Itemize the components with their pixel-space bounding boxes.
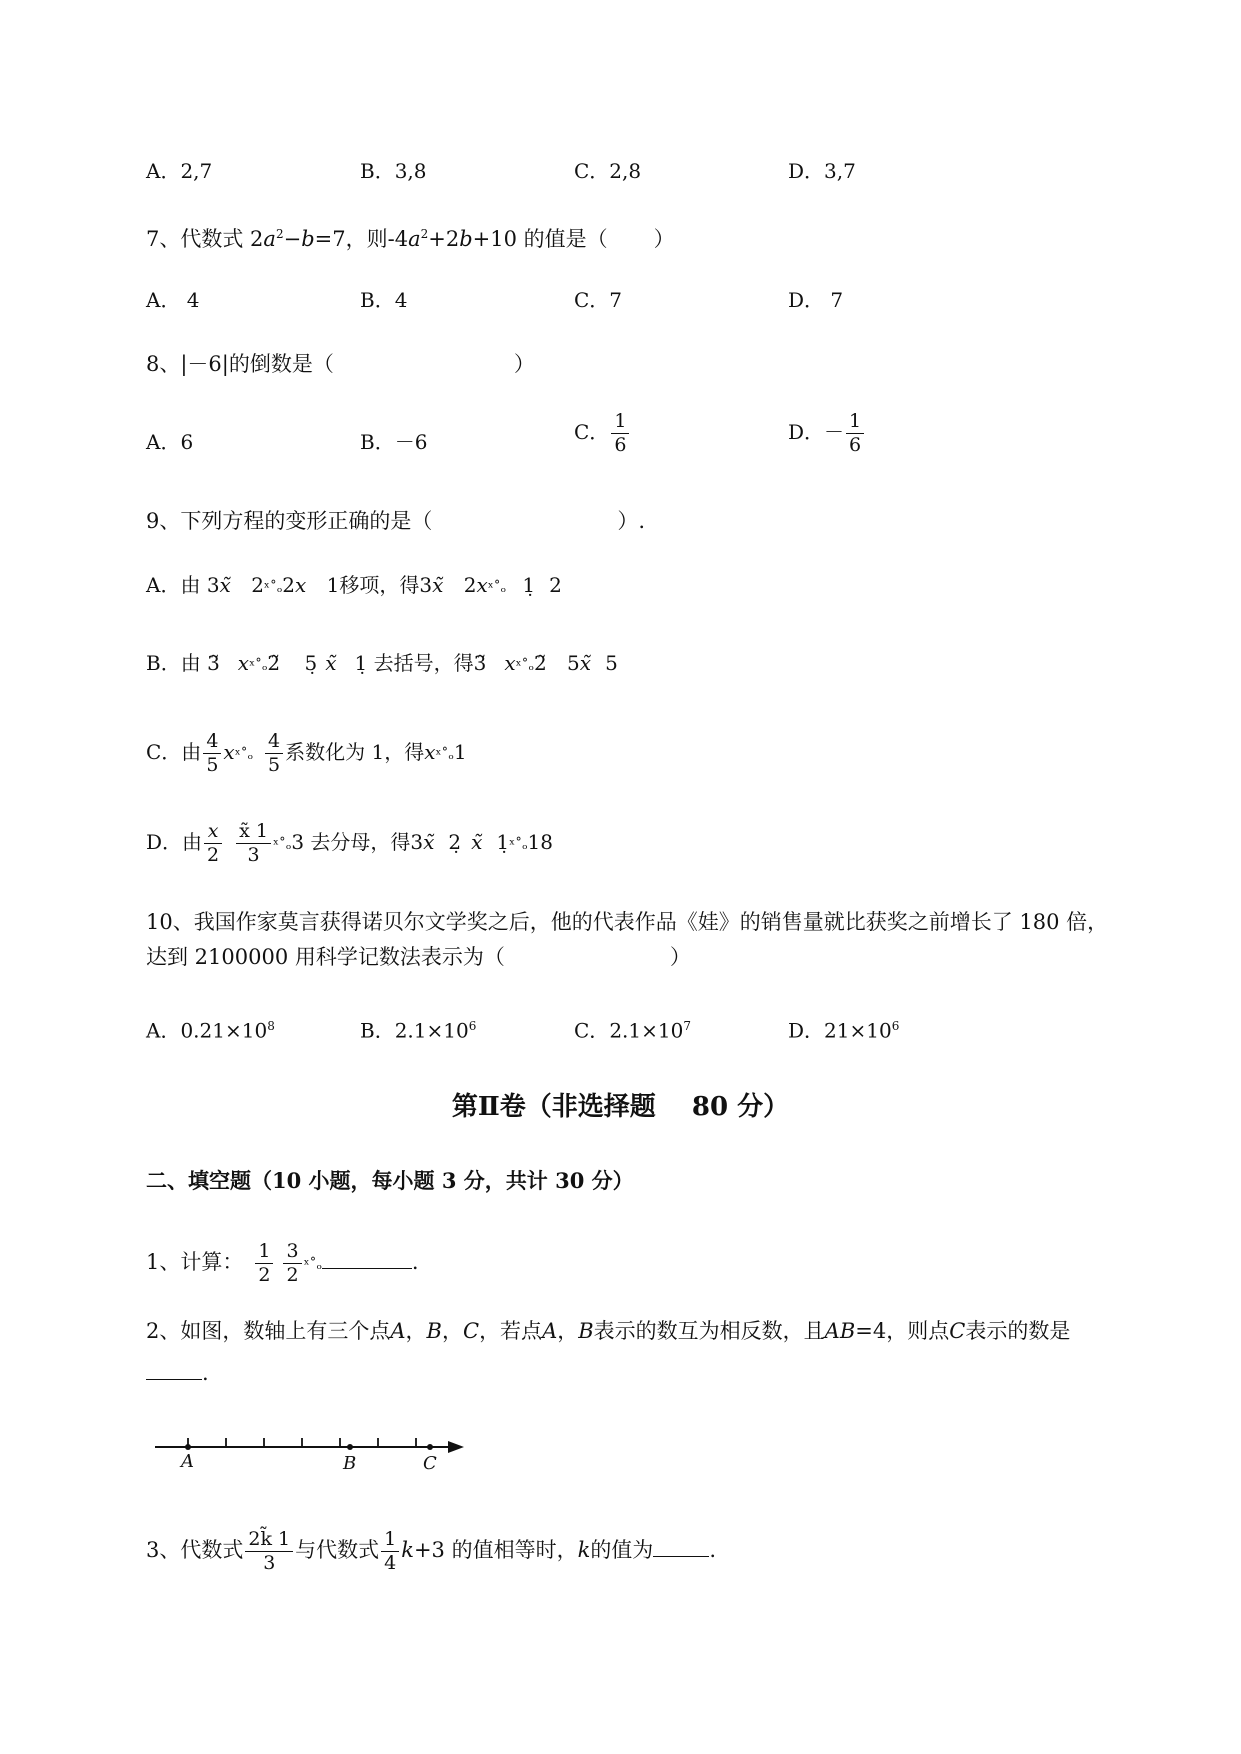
q7-option-a: A． 4 [146, 288, 200, 312]
q9-option-d: D．由 $\frac{x}{2}$ $\frac{x̃ 1}{3}$ ˣ˚ₒ3 去分母，得3x̃ 2̣ x̃ 1̣ˣ˚ₒ18 [146, 820, 553, 866]
q10-option-c: C．$2.1\times 10^7$ [574, 1018, 691, 1043]
q6-option-c: C．2,8 [574, 159, 642, 183]
fraction: $\frac{x}{2}$ [204, 820, 222, 867]
fraction: $\frac{x̃ 1}{3}$ [236, 820, 271, 867]
fraction: $\frac{1}{2}$ [255, 1240, 273, 1287]
q9-option-a: A．由 3x̃ 2ˣ˚ₒ2x 1移项，得3x̃ 2xˣ˚ₒ 1̣ 2 [146, 573, 562, 597]
q10-option-d: D．$21\times 10^6$ [788, 1018, 900, 1043]
q8-option-d: D．－ $\frac{1}{6}$ [788, 410, 866, 457]
answer-blank [322, 1248, 412, 1269]
arrow-icon [448, 1441, 464, 1453]
question-8-stem: 8、|－6|的倒数是（ ） [146, 352, 535, 376]
point-c-label: C [423, 1453, 437, 1474]
question-10-line-2: 达到 2100000 用科学记数法表示为（ ） [146, 945, 691, 969]
question-7-stem: 7、代数式 $2a^2-b=7$，则$-4a^2+2b+10$ 的值是（ ） [146, 227, 675, 251]
answer-blank [653, 1536, 709, 1557]
q10-option-a: A．$0.21\times 10^8$ [146, 1018, 275, 1043]
point-a-label: A [181, 1451, 194, 1472]
fraction: $\frac{2k̃ 1}{3}$ [245, 1528, 293, 1575]
question-9-stem: 9、下列方程的变形正确的是（ ）. [146, 509, 646, 533]
question-10-line-1: 10、我国作家莫言获得诺贝尔文学奖之后，他的代表作品《娃》的销售量就比获奖之前增长了 180 倍， [146, 910, 1109, 934]
point-b-label: B [343, 1453, 357, 1474]
part-2-title: 第Ⅱ卷（非选择题 80 分） [451, 1092, 790, 1122]
q6-option-b: B．3,8 [360, 159, 427, 183]
point-b-dot [347, 1444, 353, 1450]
q8-option-b: B．－6 [360, 430, 428, 454]
q10-option-b: B．$2.1\times 10^6$ [360, 1018, 477, 1043]
fill-question-2-line-2: . [146, 1358, 209, 1388]
q7-option-d: D． 7 [788, 288, 844, 312]
fraction: $\frac{1}{4}$ [381, 1528, 399, 1575]
q8-option-a: A．6 [146, 430, 194, 454]
fraction: $\frac{1}{6}$ [846, 410, 864, 457]
fill-question-3: 3、代数式 $\frac{2k̃ 1}{3}$ 与代数式 $\frac{1}{4}$ k+3 的值相等时，k的值为 . [146, 1528, 716, 1574]
point-a-dot [185, 1444, 191, 1450]
q6-option-d: D．3,7 [788, 159, 856, 183]
fraction: $\frac{4}{5}$ [203, 730, 221, 777]
q6-option-a: A．2,7 [146, 159, 213, 183]
q8-option-c: C． $\frac{1}{6}$ [574, 410, 631, 457]
section-2-heading: 二、填空题（10 小题，每小题 3 分，共计 30 分） [146, 1168, 634, 1193]
fill-question-2-line-1: 2、如图，数轴上有三个点A，B，C，若点A，B表示的数互为相反数，且AB=4，则点C表示的数是 [146, 1319, 1071, 1343]
point-c-dot [427, 1444, 433, 1450]
answer-blank [146, 1359, 202, 1380]
fraction: $\frac{3}{2}$ [283, 1240, 301, 1287]
q9-option-b: B．由 3̃ xˣ˚ₒ2̃ 5̣ x̃ 1̣ 去括号，得3̃ xˣ˚ₒ2̃ 5x̃ 5 [146, 651, 618, 675]
number-line-figure [150, 1425, 470, 1481]
fill-question-1: 1、计算： $\frac{1}{2}$ $\frac{3}{2}$ ˣ˚ₒ . [146, 1240, 419, 1286]
q9-option-c: C．由 $\frac{4}{5}$ xˣ˚ₒ $\frac{4}{5}$ 系数化为 1，得xˣ˚ₒ1 [146, 730, 467, 776]
fraction: $\frac{4}{5}$ [265, 730, 283, 777]
q7-option-c: C．7 [574, 288, 623, 312]
fraction: $\frac{1}{6}$ [611, 410, 629, 457]
q7-option-b: B．4 [360, 288, 408, 312]
